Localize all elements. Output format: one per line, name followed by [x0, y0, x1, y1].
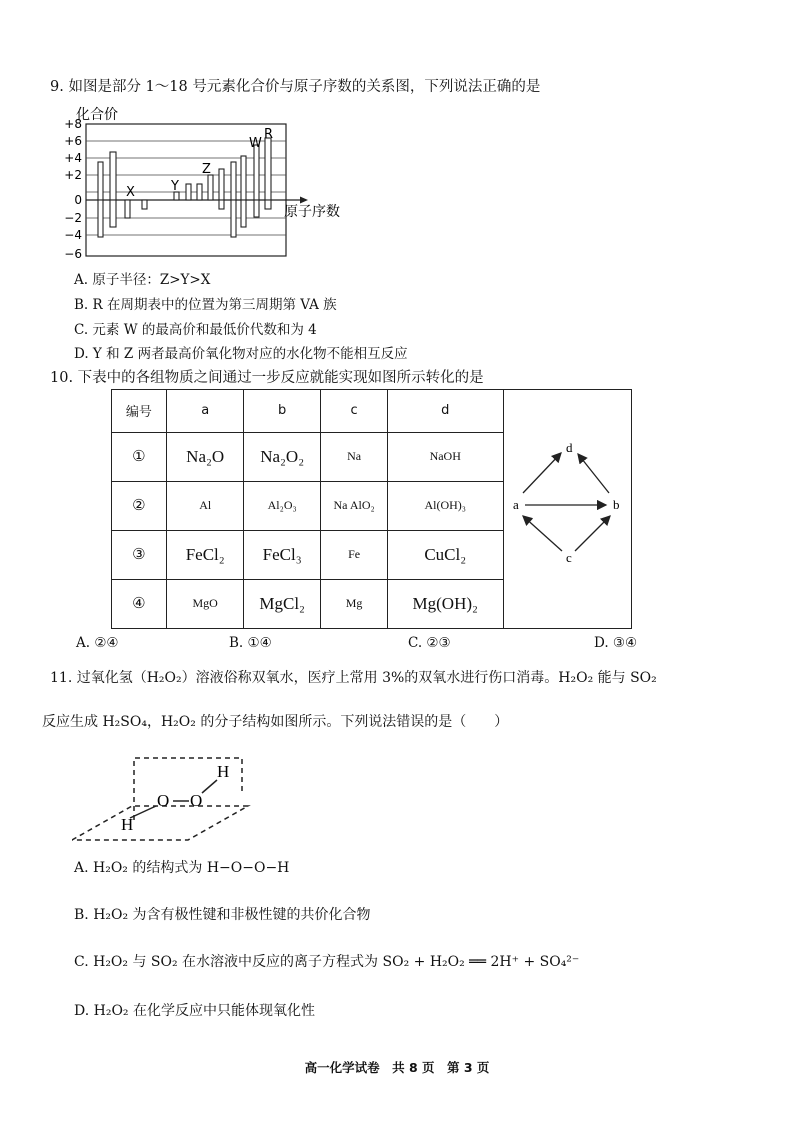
header-cell: c — [321, 389, 388, 432]
cell: ① — [111, 432, 167, 481]
q10-option-d[interactable]: D. ③④ — [594, 635, 638, 651]
question-11-stem-line1: 11. 过氧化氢（H₂O₂）溶液俗称双氧水，医疗上常用 3%的双氧水进行伤口消毒。H₂O₂ 能与 SO₂ — [50, 670, 657, 686]
arrow-c-b — [575, 516, 610, 551]
bar — [219, 169, 224, 200]
node-c: c — [566, 550, 572, 565]
q9-option-b[interactable]: B. R 在周期表中的位置为第三周期第 VA 族 — [74, 297, 337, 313]
bar — [265, 138, 271, 200]
bar — [254, 200, 259, 217]
diagram-arrows — [523, 453, 610, 551]
cell: NaOH — [387, 432, 503, 481]
transformation-diagram — [505, 430, 630, 570]
arrow-c-a — [523, 516, 562, 551]
page-footer: 高一化学试卷 共 8 页 第 3 页 — [304, 1060, 490, 1075]
q9-option-d[interactable]: D. Y 和 Z 两者最高价氧化物对应的水化物不能相互反应 — [74, 346, 408, 362]
bar — [241, 156, 246, 200]
cell: ② — [111, 481, 167, 530]
q10-option-a[interactable]: A. ②④ — [76, 635, 119, 651]
cell: MgO — [167, 579, 244, 628]
q11-option-d[interactable]: D. H₂O₂ 在化学反应中只能体现氧化性 — [74, 1003, 315, 1019]
table-row — [111, 432, 503, 481]
ytick: 0 — [74, 193, 82, 207]
bar — [219, 200, 224, 209]
bar — [98, 162, 103, 200]
bar — [231, 162, 236, 200]
ytick: −4 — [64, 228, 82, 242]
table-row — [111, 530, 503, 579]
cell: FeCl₂ — [167, 530, 244, 579]
q11-option-a[interactable]: A. H₂O₂ 的结构式为 H−O−O−H — [74, 860, 290, 876]
header-cell: b — [244, 389, 321, 432]
cell: Na — [321, 432, 388, 481]
q9-option-a[interactable]: A. 原子半径：Z>Y>X — [74, 272, 211, 288]
cell: FeCl₃ — [244, 530, 321, 579]
node-b: b — [613, 497, 620, 512]
node-d: d — [566, 440, 573, 455]
cell: CuCl₂ — [387, 530, 503, 579]
bar — [98, 200, 103, 237]
bar — [125, 200, 130, 218]
header-cell: a — [167, 389, 244, 432]
cell: Mg(OH)₂ — [387, 579, 503, 628]
bar — [110, 200, 116, 227]
atom-h2: H — [217, 762, 230, 781]
question-11-stem-line2: 反应生成 H₂SO₄，H₂O₂ 的分子结构如图所示。下列说法错误的是（ ） — [42, 714, 509, 730]
question-10-stem: 10. 下表中的各组物质之间通过一步反应就能实现如图所示转化的是 — [50, 370, 484, 386]
bar — [265, 200, 271, 209]
node-a: a — [513, 497, 519, 512]
atom-h1: H — [121, 815, 134, 834]
bar — [208, 175, 213, 200]
cell: Al₂O₃ — [244, 481, 321, 530]
valence-chart — [56, 100, 366, 262]
molecule-atoms — [121, 762, 229, 834]
q10-option-c[interactable]: C. ②③ — [408, 635, 451, 651]
cell: Fe — [321, 530, 388, 579]
cell: Na₂O₂ — [244, 432, 321, 481]
chart-y-title: 化合价 — [76, 107, 118, 123]
cell: Na₂O — [167, 432, 244, 481]
q10-table — [111, 389, 504, 629]
chart-y-tick-labels — [64, 117, 82, 261]
bar — [197, 184, 202, 200]
ytick: −6 — [64, 247, 82, 261]
chart-x-arrow — [300, 197, 308, 204]
q11-option-b[interactable]: B. H₂O₂ 为含有极性键和非极性键的共价化合物 — [74, 907, 371, 923]
arrow-b-d — [578, 454, 609, 493]
cell: Al(OH)₃ — [387, 481, 503, 530]
q11-option-c[interactable]: C. H₂O₂ 与 SO₂ 在水溶液中反应的离子方程式为 SO₂ + H₂O₂ ══ 2H⁺ + SO₄²⁻ — [74, 954, 580, 970]
bar — [231, 200, 236, 237]
table-row — [111, 579, 503, 628]
label-r: R — [264, 127, 274, 142]
cell: Na AlO₂ — [321, 481, 388, 530]
label-z: Z — [202, 162, 211, 177]
arrow-a-d — [523, 453, 561, 493]
q9-option-c[interactable]: C. 元素 W 的最高价和最低价代数和为 4 — [74, 322, 317, 338]
label-w: W — [249, 136, 262, 151]
ytick: −2 — [64, 211, 82, 225]
chart-bars — [98, 138, 271, 237]
h2o2-molecule-diagram — [72, 748, 322, 848]
ytick: +6 — [64, 134, 82, 148]
bar — [254, 145, 259, 200]
table-header-row — [111, 389, 503, 432]
bar — [241, 200, 246, 227]
bar — [142, 200, 147, 209]
table-row — [111, 481, 503, 530]
ytick: +8 — [64, 117, 82, 131]
header-cell: 编号 — [111, 389, 167, 432]
cell: Al — [167, 481, 244, 530]
label-y: Y — [171, 179, 179, 194]
atom-o1: O — [157, 791, 170, 810]
bar — [186, 184, 191, 200]
atom-o2: O — [190, 791, 203, 810]
cell: MgCl₂ — [244, 579, 321, 628]
label-x: X — [126, 185, 135, 200]
ytick: +4 — [64, 151, 82, 165]
cell: ③ — [111, 530, 167, 579]
cell: ④ — [111, 579, 167, 628]
diagram-nodes — [513, 440, 620, 565]
ytick: +2 — [64, 168, 82, 182]
cell: Mg — [321, 579, 388, 628]
q10-option-b[interactable]: B. ①④ — [229, 635, 272, 651]
header-cell: d — [387, 389, 503, 432]
chart-x-title: 原子序数 — [284, 204, 340, 220]
molecule-bonds — [130, 780, 217, 818]
bar — [110, 152, 116, 200]
question-9-stem: 9. 如图是部分 1～18 号元素化合价与原子序数的关系图，下列说法正确的是 — [50, 79, 541, 95]
